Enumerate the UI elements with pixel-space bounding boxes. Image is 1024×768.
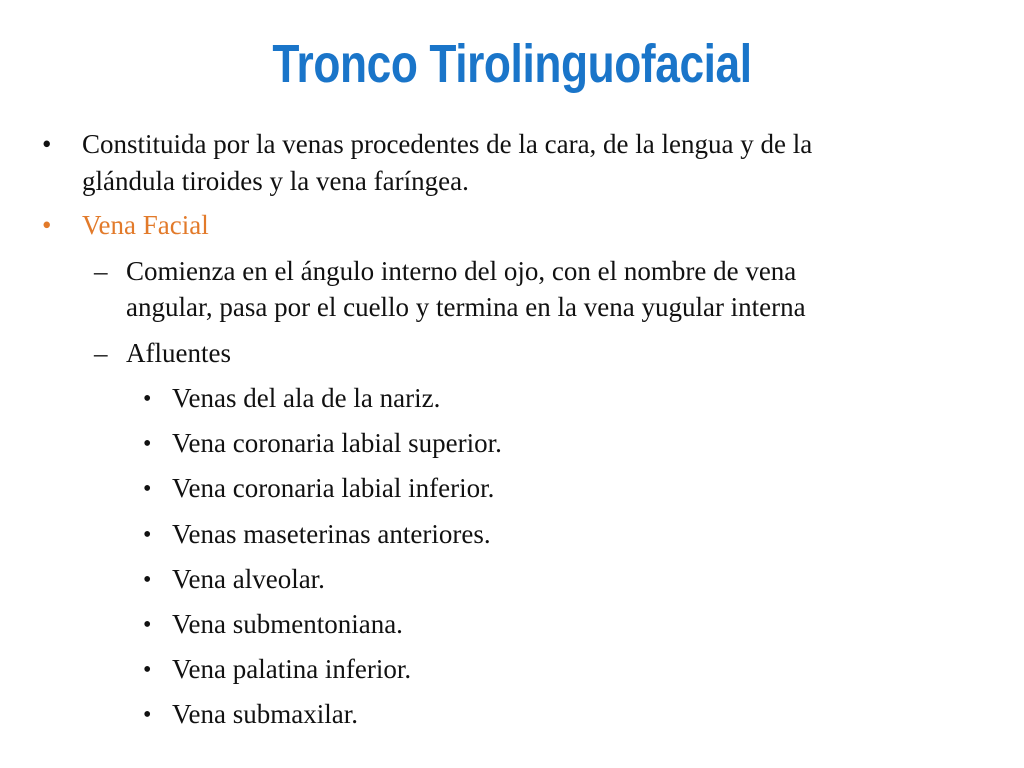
afluente-item: Vena palatina inferior. [172, 654, 412, 684]
bullet-icon: • [143, 386, 152, 412]
afluente-item: Venas maseterinas anteriores. [172, 519, 491, 549]
intro-text-line-2: glándula tiroides y la vena faríngea. [82, 166, 469, 196]
bullet-icon: • [143, 612, 152, 638]
subitem-text-line-2: angular, pasa por el cuello y termina en la vena yugular interna [126, 292, 806, 322]
section-heading: Vena Facial [82, 210, 209, 240]
afluente-item: Vena coronaria labial superior. [172, 428, 502, 458]
afluente-item: Vena submaxilar. [172, 699, 358, 729]
bullet-icon: • [143, 657, 152, 683]
afluente-item: Vena alveolar. [172, 564, 325, 594]
afluente-item: Venas del ala de la nariz. [172, 383, 441, 413]
bullet-icon: • [143, 702, 152, 728]
subitem-text-line-1: Comienza en el ángulo interno del ojo, con el nombre de vena [126, 256, 797, 286]
afluente-item: Vena coronaria labial inferior. [172, 473, 495, 503]
subitem-afluentes: Afluentes [126, 338, 231, 368]
intro-text-line-1: Constituida por la venas procedentes de la cara, de la lengua y de la [82, 129, 813, 159]
bullet-icon: • [143, 431, 152, 457]
afluente-item: Vena submentoniana. [172, 609, 403, 639]
dash-icon: – [94, 256, 108, 286]
bullet-icon: • [143, 476, 152, 502]
slide-title: Tronco Tirolinguofacial [272, 34, 752, 94]
dash-icon: – [94, 338, 108, 368]
bullet-icon: • [143, 522, 152, 548]
bullet-icon: • [143, 567, 152, 593]
bullet-icon: • [42, 210, 52, 240]
bullet-icon: • [42, 129, 52, 159]
